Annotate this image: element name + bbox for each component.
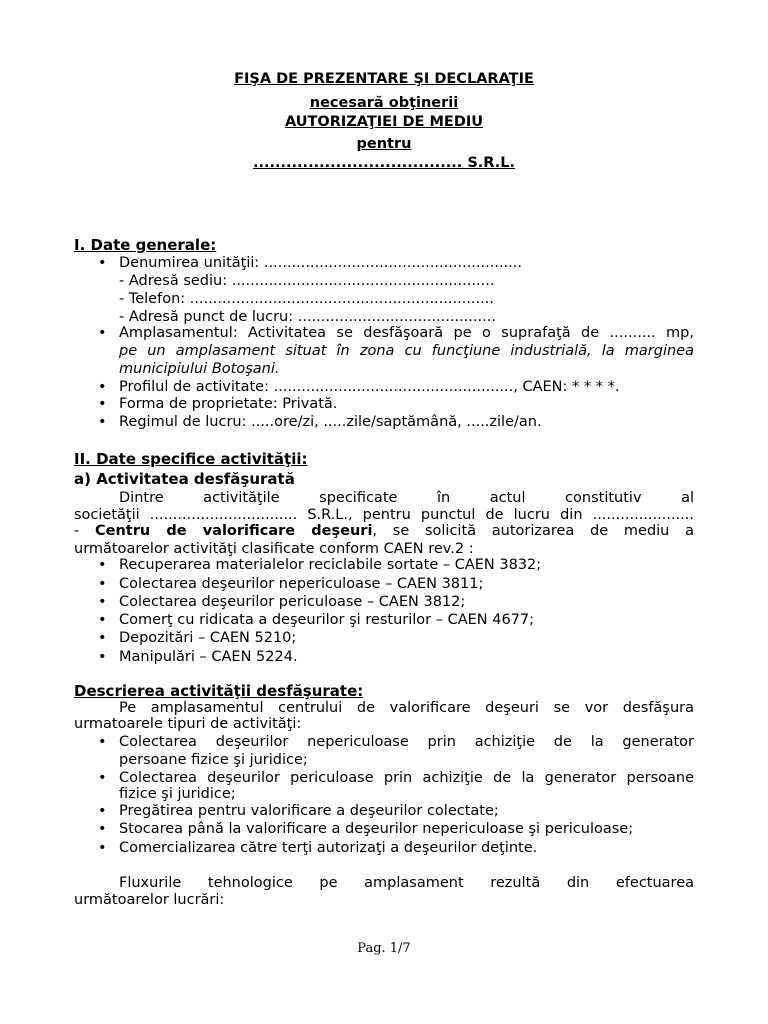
caen-item: Recuperarea materialelor reciclabile sortate – CAEN 3832; bbox=[119, 557, 542, 573]
profil-line: Profilul de activitate: ...................................................., CAEN: * * * *. bbox=[119, 379, 620, 395]
activity-item-cont: persoane fizice şi juridice; bbox=[119, 752, 308, 768]
centru-name: Centru de valorificare deşeuri bbox=[94, 523, 373, 539]
denumire-line: Denumirea unităţii: ........................................................ bbox=[119, 255, 523, 271]
intro-line-4: următoarelor activităţi clasificate conform CAEN rev.2 : bbox=[74, 541, 474, 557]
caen-item: Depozitări – CAEN 5210; bbox=[119, 630, 297, 646]
flux-line-2: următoarelor lucrări: bbox=[74, 892, 225, 908]
doc-title-line-2: necesară obţinerii bbox=[309, 95, 459, 111]
page-number: Pag. 1/7 bbox=[357, 941, 411, 956]
bullet-icon: • bbox=[98, 325, 107, 341]
bullet-icon: • bbox=[98, 770, 107, 786]
doc-title-line-1: FIŞA DE PREZENTARE ŞI DECLARAŢIE bbox=[234, 71, 534, 87]
doc-title-line-5: ...................................... S.R.L. bbox=[252, 155, 515, 171]
caen-item: Colectarea deşeurilor periculoase – CAEN 3812; bbox=[119, 594, 466, 610]
bullet-icon: • bbox=[98, 649, 107, 665]
bullet-icon: • bbox=[98, 630, 107, 646]
intro-line-1: Dintre activităţile specificate în actul constitutiv al bbox=[119, 490, 694, 506]
regim-line: Regimul de lucru: .....ore/zi, .....zile/saptămână, .....zile/an. bbox=[119, 414, 542, 430]
bullet-icon: • bbox=[98, 379, 107, 395]
amplasament-line-1: Amplasamentul: Activitatea se desfăşoară pe o suprafaţă de .......... mp, bbox=[119, 325, 694, 341]
bullet-icon: • bbox=[98, 255, 107, 271]
bullet-icon: • bbox=[98, 612, 107, 628]
caen-item: Manipulări – CAEN 5224. bbox=[119, 649, 298, 665]
flux-line-1: Fluxurile tehnologice pe amplasament rezultă din efectuarea bbox=[119, 875, 694, 891]
activity-item: Colectarea deşeurilor periculoase prin achiziţie de la generator persoane bbox=[119, 770, 694, 786]
bullet-icon: • bbox=[98, 414, 107, 430]
intro-line-3 bbox=[74, 522, 694, 540]
doc-title-line-3: AUTORIZAŢIEI DE MEDIU bbox=[284, 114, 484, 130]
forma-line: Forma de proprietate: Privată. bbox=[119, 396, 338, 412]
bullet-icon: • bbox=[98, 734, 107, 750]
intro-line-3-rest: , se solicită autorizarea de mediu a bbox=[372, 523, 694, 539]
activity-item: Pregătirea pentru valorificare a deşeurilor colectate; bbox=[119, 803, 499, 819]
bullet-icon: • bbox=[98, 557, 107, 573]
adresa-sediu-line: - Adresă sediu: ......................................................... bbox=[119, 273, 495, 289]
bullet-icon: • bbox=[98, 396, 107, 412]
activity-item-cont: fizice şi juridice; bbox=[119, 786, 236, 802]
caen-item: Colectarea deşeurilor nepericuloase – CAEN 3811; bbox=[119, 576, 484, 592]
bullet-icon: • bbox=[98, 821, 107, 837]
caen-item: Comerţ cu ridicata a deşeurilor şi resturilor – CAEN 4677; bbox=[119, 612, 535, 628]
desc-line-1: Pe amplasamentul centrului de valorificare deşeuri se vor desfăşura bbox=[119, 700, 694, 716]
activity-item: Colectarea deşeurilor nepericuloase prin achiziţie de la generator bbox=[119, 734, 694, 750]
intro-line-2: societăţii ................................ S.R.L., pentru punctul de lucru din ...................... bbox=[74, 507, 694, 523]
activity-item: Stocarea până la valorificare a deşeurilor nepericuloase şi periculoase; bbox=[119, 821, 634, 837]
doc-title-line-4: pentru bbox=[356, 136, 412, 152]
bullet-icon: • bbox=[98, 840, 107, 856]
descriere-heading-text: Descrierea activităţii desfăşurate: bbox=[74, 682, 364, 700]
section-2-heading: II. Date specifice activităţii: bbox=[74, 450, 308, 468]
desc-line-2: urmatoarele tipuri de activităţi: bbox=[74, 716, 302, 732]
adresa-punct-line: - Adresă punct de lucru: ........................................... bbox=[119, 309, 496, 325]
bullet-icon: • bbox=[98, 594, 107, 610]
telefon-line: - Telefon: .................................................................. bbox=[119, 291, 494, 307]
intro-dash: - bbox=[74, 523, 95, 539]
amplasament-line-3: municipiului Botoşani. bbox=[119, 361, 280, 377]
amplasament-line-2: pe un amplasament situat în zona cu funcţiune industrială, la marginea bbox=[119, 343, 694, 359]
section-2a-heading: a) Activitatea desfăşurată bbox=[74, 470, 295, 488]
section-1-heading: I. Date generale: bbox=[74, 236, 217, 254]
bullet-icon: • bbox=[98, 576, 107, 592]
bullet-icon: • bbox=[98, 803, 107, 819]
activity-item: Comercializarea către terţi autorizaţi a deşeurilor deţinte. bbox=[119, 840, 538, 856]
